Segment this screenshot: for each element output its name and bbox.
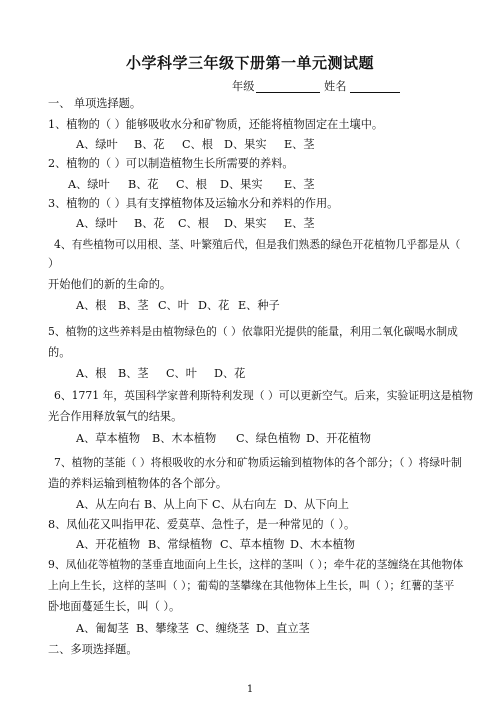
- question-2-stem: 2、植物的（ ）可以制造植物生长所需要的养料。: [48, 157, 294, 170]
- question-5-line-1: 5、植物的这些养料是由植物绿色的（ ）依靠阳光提供的能量，利用二氧化碳喝水制成: [48, 325, 458, 338]
- page-title: 小学科学三年级下册第一单元测试题: [125, 54, 374, 72]
- q1-option-d[interactable]: D、果实: [224, 138, 267, 151]
- q3-option-c[interactable]: C、根: [178, 217, 209, 230]
- question-5-line-2: 的。: [48, 346, 71, 359]
- question-4-line-3: 开始他们的新的生命的。: [48, 278, 172, 291]
- q3-option-e[interactable]: E、茎: [284, 217, 315, 230]
- grade-blank[interactable]: [256, 80, 320, 93]
- q4-option-b[interactable]: B、茎: [118, 299, 149, 312]
- question-9-line-1: 9、凤仙花等植物的茎垂直地面向上生长，这样的茎叫（ ）；牵牛花的茎缠绕在其他物体: [48, 558, 464, 571]
- question-4-line-2: ）: [48, 257, 60, 270]
- q8-option-c[interactable]: C、草本植物: [220, 538, 285, 551]
- q5-option-a[interactable]: A、根: [76, 367, 107, 380]
- q9-option-d[interactable]: D、直立茎: [256, 622, 310, 635]
- section-single-choice: 一、 单项选择题。: [48, 97, 142, 110]
- question-6-line-2: 光合作用释放氧气的结果。: [48, 410, 183, 423]
- section-multiple-choice: 二、多项选择题。: [48, 643, 138, 656]
- q2-option-e[interactable]: E、茎: [284, 178, 315, 191]
- q1-option-a[interactable]: A、绿叶: [76, 138, 118, 151]
- q6-option-a[interactable]: A、草本植物: [76, 432, 141, 445]
- q4-option-e[interactable]: E、种子: [238, 299, 280, 312]
- grade-label: 年级: [232, 80, 255, 93]
- q2-option-d[interactable]: D、果实: [220, 178, 263, 191]
- q5-option-c[interactable]: C、叶: [166, 367, 197, 380]
- q9-option-b[interactable]: B、攀缘茎: [136, 622, 189, 635]
- q8-option-d[interactable]: D、木本植物: [290, 538, 355, 551]
- question-1-stem: 1、植物的（ ）能够吸收水分和矿物质，还能将植物固定在土壤中。: [48, 118, 384, 131]
- q6-option-c[interactable]: C、绿色植物: [236, 432, 301, 445]
- q3-option-d[interactable]: D、果实: [224, 217, 267, 230]
- q6-option-d[interactable]: D、开花植物: [306, 432, 371, 445]
- q2-option-b[interactable]: B、花: [128, 178, 159, 191]
- q1-option-e[interactable]: E、茎: [284, 138, 315, 151]
- q2-option-c[interactable]: C、根: [176, 178, 207, 191]
- question-7-line-2: 造的养料运输到植物体的各个部分。: [48, 477, 228, 490]
- q1-option-c[interactable]: C、根: [182, 138, 213, 151]
- q7-option-d[interactable]: D、从下向上: [284, 498, 349, 511]
- question-9-line-3: 卧地面蔓延生长，叫（ ）。: [48, 600, 181, 613]
- name-label: 姓名: [324, 80, 347, 93]
- question-6-line-1: 6、1771 年，英国科学家普利斯特利发现（ ）可以更新空气。后来，实验证明这是植物: [54, 389, 474, 402]
- q7-option-b[interactable]: B、从上向下: [144, 498, 209, 511]
- question-9-line-2: 上向上生长，这样的茎叫（ ）；葡萄的茎攀缘在其他物体上生长，叫（ ）；红薯的茎平: [48, 579, 455, 592]
- q4-option-d[interactable]: D、花: [198, 299, 230, 312]
- q8-option-a[interactable]: A、开花植物: [76, 538, 141, 551]
- q3-option-a[interactable]: A、绿叶: [76, 217, 118, 230]
- q6-option-b[interactable]: B、木本植物: [152, 432, 217, 445]
- q1-option-b[interactable]: B、花: [134, 138, 165, 151]
- q9-option-a[interactable]: A、匍匐茎: [76, 622, 129, 635]
- q3-option-b[interactable]: B、花: [134, 217, 165, 230]
- q9-option-c[interactable]: C、缠绕茎: [196, 622, 250, 635]
- q4-option-c[interactable]: C、叶: [158, 299, 189, 312]
- page-number: 1: [246, 684, 254, 695]
- q7-option-c[interactable]: C、从右向左: [212, 498, 277, 511]
- q8-option-b[interactable]: B、常绿植物: [148, 538, 213, 551]
- q2-option-a[interactable]: A、绿叶: [68, 178, 110, 191]
- q5-option-b[interactable]: B、茎: [118, 367, 149, 380]
- q7-option-a[interactable]: A、从左向右: [76, 498, 141, 511]
- name-blank[interactable]: [350, 80, 400, 93]
- question-3-stem: 3、植物的（ ）具有支撑植物体及运输水分和养料的作用。: [48, 197, 339, 210]
- question-4-line-1: 4、有些植物可以用根、茎、叶繁殖后代，但是我们熟悉的绿色开花植物几乎都是从（: [54, 238, 461, 251]
- question-8-stem: 8、凤仙花又叫指甲花、爱莫草、急性子，是一种常见的（ ）。: [48, 518, 356, 531]
- q5-option-d[interactable]: D、花: [214, 367, 246, 380]
- q4-option-a[interactable]: A、根: [76, 299, 107, 312]
- question-7-line-1: 7、植物的茎能（ ）将根吸收的水分和矿物质运输到植物体的各个部分；（ ）将绿叶制: [54, 456, 462, 469]
